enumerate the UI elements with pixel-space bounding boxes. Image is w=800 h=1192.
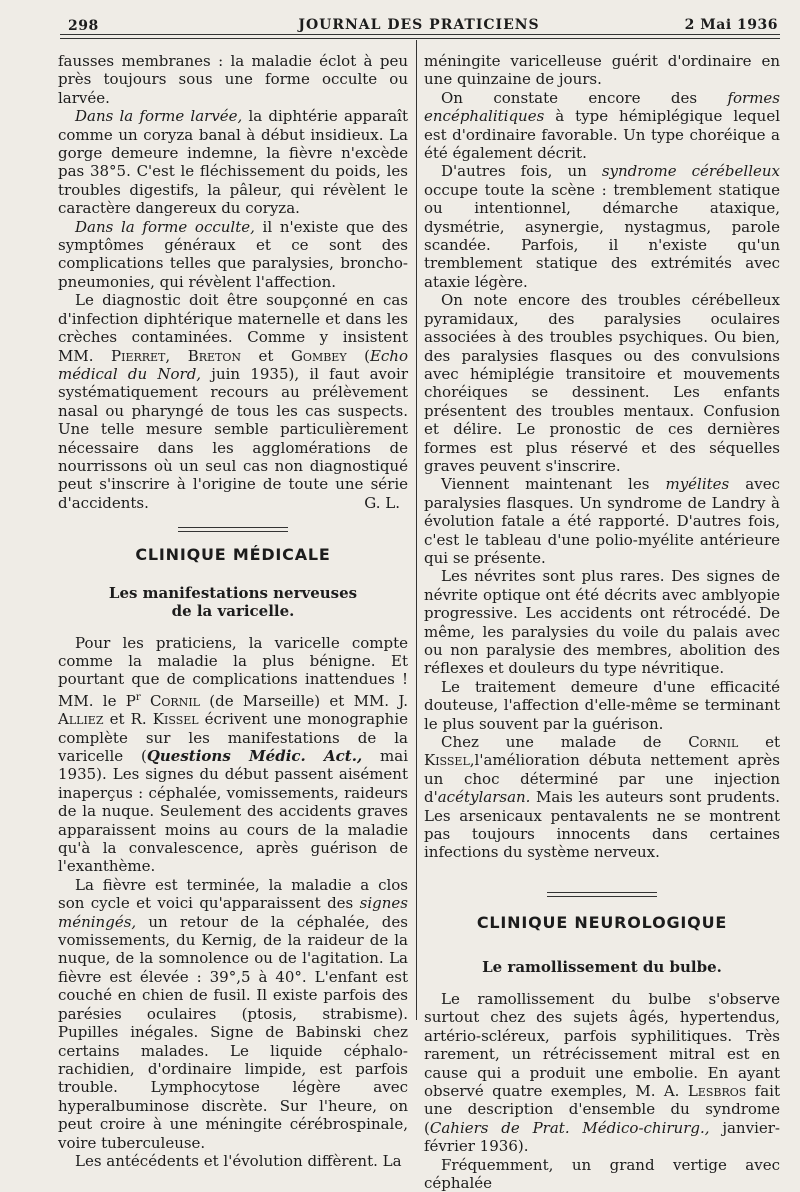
issue-date: 2 Mai 1936 xyxy=(684,17,778,33)
paragraph: Viennent maintenant les myélites avec paralysies flasques. Un syndrome de Landry à évolution fatale a été rapporté. D'autres fois, c'est le tableau d'une polio-myélite antérieure qui se présente. xyxy=(424,475,780,567)
paragraph: fausses membranes : la maladie éclot à peu près toujours sous une forme occulte ou larvée. xyxy=(58,52,408,107)
paragraph: méningite varicelleuse guérit d'ordinaire en une quinzaine de jours. xyxy=(424,52,780,89)
author-signature: G. L. xyxy=(364,494,400,513)
article-title: Le ramollissement du bulbe. xyxy=(482,957,722,976)
section-title: CLINIQUE MÉDICALE xyxy=(135,544,331,564)
page-number: 298 xyxy=(68,18,99,34)
right-column xyxy=(424,52,780,1192)
section-title: CLINIQUE NEUROLOGIQUE xyxy=(476,912,728,932)
section-separator xyxy=(547,892,657,897)
page-header xyxy=(58,14,780,34)
article-title: Les manifestations nerveuses de la varicelle. xyxy=(108,583,358,620)
paragraph: Les antécédents et l'évolution diffèrent. La xyxy=(75,1151,402,1170)
left-column xyxy=(58,52,408,1170)
paragraph: Dans la forme occulte, il n'existe que des symptômes généraux et ce sont des complications telles que paralysies, broncho-pneumonies, qui révèlent l'affection. xyxy=(58,217,408,291)
paragraph: La fièvre est terminée, la maladie a clos son cycle et voici qu'apparaissent des signes méningés, un retour de la céphalée, des vomissements, du Kernig, de la raideur de la nuque, de la somnolence ou de l'agitation. La fièvre est élevée : 39°,5 à 40°. L'enfant est couché en chien de fusil. Il existe parfois des parésies oculaires (ptosis, strabisme). Pupilles inégales. Signe de Babinski chez certains malades. Le liquide céphalo-rachidien, d'ordinaire limpide, est parfois trouble. Lymphocytose légère avec hyperalbuminose discrète. Sur l'heure, on peut croire à une méningite cérébrospinale, voire tuberculeuse. xyxy=(58,875,408,1152)
paragraph: Le ramollissement du bulbe s'observe surtout chez des sujets âgés, hypertendus, artério-scléreux, parfois syphilitiques. Très rarement, un rétrécissement mitral est en cause qui a produit une embolie. En ayant observé quatre exemples, M. A. Lesbros fait une description d'ensemble du syndrome (Cahiers de Prat. Médico-chirurg., janvier-février 1936). xyxy=(424,989,780,1156)
paragraph: Chez une malade de Cornil et Kissel,l'amélioration débuta nettement après un choc déterminé par une injection d'acétylarsan. Mais les auteurs sont prudents. Les arsenicaux pentavalents ne se montrent pas toujours innocents dans certaines infections du système nerveux. xyxy=(424,733,780,862)
paragraph: Fréquemment, un grand vertige avec céphalée xyxy=(424,1155,780,1192)
paragraph: On constate encore des formes encéphalitiques à type hémiplégique lequel est d'ordinaire favorable. Un type choréique a été également décrit. xyxy=(424,88,780,163)
section-separator xyxy=(178,527,288,532)
paragraph: Pour les praticiens, la varicelle compte comme la maladie la plus bénigne. Et pourtant que de complications inattendues ! MM. le $P^r$ Cornil (de Marseille) et MM. J. Alliez et R. Kissel écrivent une monographie complète sur les manifestations de la varicelle (Questions Médic. Act., mai 1935). Les signes du début passent aisément inaperçus : céphalée, vomissements, raideurs de la nuque. Seulement des accidents graves apparaissent moins au cours de la maladie qu'à la convalescence, après guérison de l'exanthème. xyxy=(58,633,408,876)
paragraph: Le diagnostic doit être soupçonné en cas d'infection diphtérique maternelle et dans les crèches contaminées. Comme y insistent MM. Pierret, Breton et Gombey (Echo médical du Nord, juin 1935), il faut avoir systématiquement recours au prélèvement nasal ou pharyngé de tous les cas suspects. Une telle mesure semble particulièrement nécessaire dans les agglomérations de nourrissons où un seul cas non diagnostiqué peut s'inscrire à l'origine de toute une série d'accidents. xyxy=(58,291,408,512)
header-rule xyxy=(60,34,780,39)
paragraph: Dans la forme larvée, la diphtérie apparaît comme un coryza banal à début insidieux. La gorge demeure indemne, la fièvre n'excède pas 38°5. C'est le fléchissement du poids, les troubles digestifs, la pâleur, qui révèlent le caractère dangereux du coryza. xyxy=(58,107,409,218)
paragraph: D'autres fois, un syndrome cérébelleux occupe toute la scène : tremblement statique ou intentionnel, démarche ataxique, dysmétrie, asynergie, nystagmus, parole scandée. Parfois, il n'existe qu'un tremblement statique des extrémités avec ataxie légère. xyxy=(424,162,781,291)
paragraph: On note encore des troubles cérébelleux pyramidaux, des paralysies oculaires associées à des troubles psychiques. Ou bien, des paralysies flasques ou des convulsions avec hémiplégie transitoire et mouvements choréiques se dessinent. Les enfants présentent des troubles mentaux. Confusion et délire. Le pronostic de ces dernières formes est plus réservé et des séquelles graves peuvent s'inscrire. xyxy=(424,291,780,475)
paragraph: Les névrites sont plus rares. Des signes de névrite optique ont été décrits avec amblyopie progressive. Les accidents ont rétrocédé. De même, les paralysies du voile du palais avec ou non paralysie des membres, abolition des réflexes et douleurs du type névritique. xyxy=(424,567,780,678)
paragraph: Le traitement demeure d'une efficacité douteuse, l'affection d'elle-même se terminant le plus souvent par la guérison. xyxy=(424,677,780,733)
journal-title: JOURNAL DES PRATICIENS xyxy=(298,17,540,33)
column-divider xyxy=(416,40,417,1020)
